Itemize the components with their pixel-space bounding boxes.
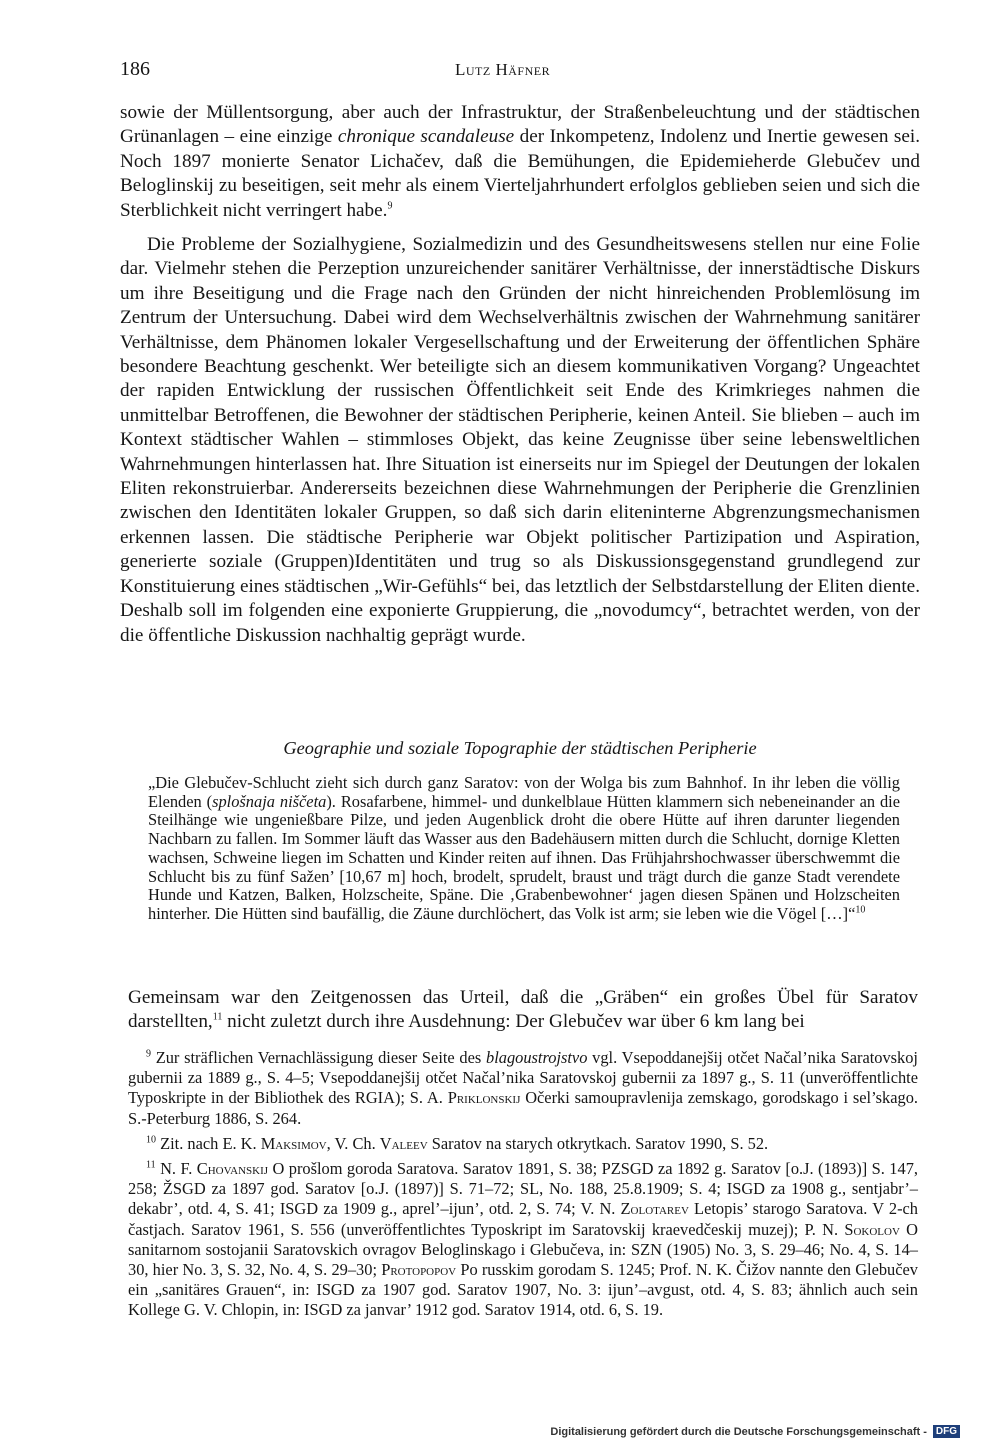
- author-name: Zolotarev: [620, 1199, 689, 1219]
- footnote-number: 11: [146, 1159, 156, 1171]
- footnote-ref-9: 9: [387, 200, 393, 212]
- footnote-text: vgl. Vsepoddanejšij otčet Načal’nika Saratovskoj gubernii za 1889 g., S. 4–5; Vsepoddanejšij otčet Načal’nika Saratovskoj gubernii za 1897 g., S. 11 (unveröffentlichte Typoskripte in der Bibliothek des RGIA); S. A.: [128, 1048, 918, 1108]
- body-text: Die Probleme der Sozialhygiene, Sozialmedizin und des Gesundheitswesens stellen nur eine Folie dar. Vielmehr stehen die Perzeption unzureichender sanitärer Verhältnisse, der innerstädtische Diskurs um ihre Beseitigung und die Frage nach den Gründen der nicht hinreichenden Problemlösung im Zentrum der Untersuchung. Dabei wird dem Wechselverhältnis zwischen der Wahrnehmung sanitärer Verhältnisse, dem Phänomen lokaler Vergesellschaftung und der Erweiterung der öffentlichen Sphäre besondere Beachtung geschenkt. Wer beteiligte sich an diesem kommunikativen Vorgang? Ungeachtet der rapiden Entwicklung der russischen Öffentlichkeit seit Ende des Krimkrieges nahmen die unmittelbar Betroffenen, die Bewohner der städtischen Peripherie, keinen Anteil. Sie blieben – auch im Kontext städtischer Wahlen – stimmloses Objekt, das keine Zeugnisse über seine lebensweltlichen Wahrnehmungen hinterlassen hat. Ihre Situation ist einerseits nur im Spiegel der Deutungen der lokalen Eliten rekonstruierbar. Andererseits bezeichnen diese Wahrnehmungen der Peripherie die Grenzlinien zwischen den Identitäten lokaler Gruppen, so daß sich darin eliteninterne Abgrenzungsmechanismen erkennen lassen. Die städtische Peripherie war Objekt politischer Partizipation und Aspiration, generierte soziale (Gruppen)Identitäten und trug so als Diskussionsgegenstand grundlegend zur Konstituierung eines städtischen „Wir-Gefühls“ bei, das letztlich der Selbstdarstellung der Eliten diente. Deshalb soll im folgenden eine exponierte Gruppierung, die „novodumcy“, betrachtet werden, von der die öffentliche Diskussion nachhaltig geprägt wurde.: [120, 234, 920, 646]
- body-paragraph-2: [120, 233, 920, 648]
- author-name: Protopopov: [381, 1260, 457, 1280]
- quote-text: „Die Glebučev-Schlucht zieht sich durch ganz Saratov: von der Wolga bis zum Bahnhof. In ihr leben die völlig Elenden (: [148, 773, 900, 811]
- footnote-9: [128, 1048, 918, 1129]
- footnote-10: [128, 1134, 918, 1154]
- body-text: nicht zuletzt durch ihre Ausdehnung: Der Glebučev war über 6 km lang bei: [222, 1011, 805, 1033]
- quote-text: ). Rosafarbene, himmel- und dunkelblaue Hütten klammern sich nebeneinander an die Steilhänge wie ungenießbare Pilze, und jeden Augenblick droht die obere Hütte auf ihren darunter liegenden Nachbarn zu fallen. Im Sommer läuft das Wasser aus den Badehäusern mitten durch die Schlucht, dornige Kletten wachsen, Schweine liegen im Schatten und Kinder reiten auf ihnen. Das Frühjahrshochwasser überschwemmt die Schlucht bis zu fünf Sažen’ [10,67 m] hoch, brodelt, sprudelt, braust und trägt durch die ganze Stadt verendete Hunde und Katzen, Balken, Holzscheite, Späne. Die ‚Grabenbewohner‘ jagen diesen Spänen und Holzscheiten hinterher. Die Hütten sind baufällig, die Zäune durchlöchert, das Volk ist arm; sie leben wie die Vögel […]“: [148, 791, 900, 923]
- footnote-text: Očerki samoupravlenija zemskago, gorodskago i sel’skago. S.-Peterburg 1886, S. 264.: [128, 1088, 918, 1128]
- body-text: sowie der Müllentsorgung, aber auch der Infrastruktur, der Straßenbeleuchtung und der städtischen Grünanlagen – eine einzige: [120, 102, 920, 148]
- block-quote: [148, 774, 900, 924]
- footnote-text: N. F.: [155, 1159, 197, 1178]
- footnote-text: Po russkim gorodam S. 1245; Prof. N. K. Čižov nannte den Glebučev ein „sanitäres Grauen“, in: ISGD za 1907 god. Saratov 1907, No. 3: ijun’–avgust, otd. 4, S. 83; ähnlich auch sein Kollege G. V. Chlopin, in: ISGD za janvar’ 1912 god. Saratov 1914, otd. 6, S. 19.: [128, 1260, 918, 1320]
- footnote-text: Zur sträflichen Vernachlässigung dieser Seite des: [151, 1048, 487, 1067]
- footnote-ref-11: 11: [212, 1012, 223, 1024]
- page-number: 186: [120, 58, 150, 80]
- italic-phrase: splošnaja niščeta: [212, 791, 327, 811]
- running-head: Lutz Häfner: [455, 60, 551, 79]
- dfg-logo-icon: DFG: [933, 1425, 960, 1438]
- author-name: Priklonskij: [447, 1088, 521, 1108]
- author-name: Valeev: [379, 1134, 428, 1153]
- footnote-11: [128, 1159, 918, 1321]
- footnote-text: Letopis’ starogo Saratova. V 2-ch častjach. Saratov 1961, S. 556 (unveröffentlichtes Typoskript im Saratovskij kraevedčeskij muzej); P. N.: [128, 1199, 918, 1239]
- section-heading: Geographie und soziale Topographie der städtischen Peripherie: [283, 738, 757, 758]
- body-paragraph-3: [128, 986, 918, 1035]
- author-name: Sokolov: [844, 1219, 900, 1239]
- body-paragraph-1: [120, 101, 920, 223]
- digitization-note: Digitalisierung gefördert durch die Deutsche Forschungsgemeinschaft -: [550, 1425, 927, 1438]
- footnote-text: , V. Ch.: [326, 1134, 380, 1153]
- footnote-text: O sanitarnom sostojanii Saratovskich ovragov Beloglinskago i Glebučeva, in: SZN (1905) No. 3, S. 29–46; No. 4, S. 14–30, hier No. 3, S. 32, No. 4, S. 29–30;: [128, 1219, 918, 1280]
- footnote-number: 10: [146, 1134, 156, 1146]
- body-text: Gemeinsam war den Zeitgenossen das Urteil, daß die „Gräben“ ein großes Übel für Saratov darstellten,: [128, 987, 918, 1033]
- footnote-text: Saratov na starych otkrytkach. Saratov 1990, S. 52.: [427, 1134, 769, 1153]
- footnote-number: 9: [146, 1048, 151, 1060]
- footnote-ref-10: 10: [855, 904, 866, 916]
- author-name: Chovanskij: [196, 1159, 269, 1178]
- footnote-text: Zit. nach E. K.: [156, 1134, 261, 1153]
- italic-phrase: blagoustrojstvo: [486, 1048, 588, 1067]
- footnote-text: O prošlom goroda Saratova. Saratov 1891, S. 38; PZSGD za 1892 g. Saratov [o.J. (1893)] S. 147, 258; ŽSGD za 1897 god. Saratov [o.J. (1897)] S. 71–72; SL, No. 188, 25.8.1909; S. 4; ISGD za 1908 g., sentjabr’–dekabr’, otd. 4, S. 41; ISGD za 1909 g., aprel’–ijun’, otd. 2, S. 74; V. N.: [128, 1159, 918, 1219]
- italic-phrase: chronique scandaleuse: [337, 126, 515, 148]
- body-text: der Inkompetenz, Indolenz und Inertie gewesen sei. Noch 1897 monierte Senator Lichačev, daß die Bemühungen, die Epidemieherde Glebučev und Beloglinskij zu beseitigen, seit mehr als einem Vierteljahrhundert erfolglos geblieben seien und sich die Sterblichkeit nicht verringert habe.: [120, 126, 921, 221]
- digitization-footer: [550, 1425, 960, 1438]
- author-name: Maksimov: [260, 1134, 327, 1153]
